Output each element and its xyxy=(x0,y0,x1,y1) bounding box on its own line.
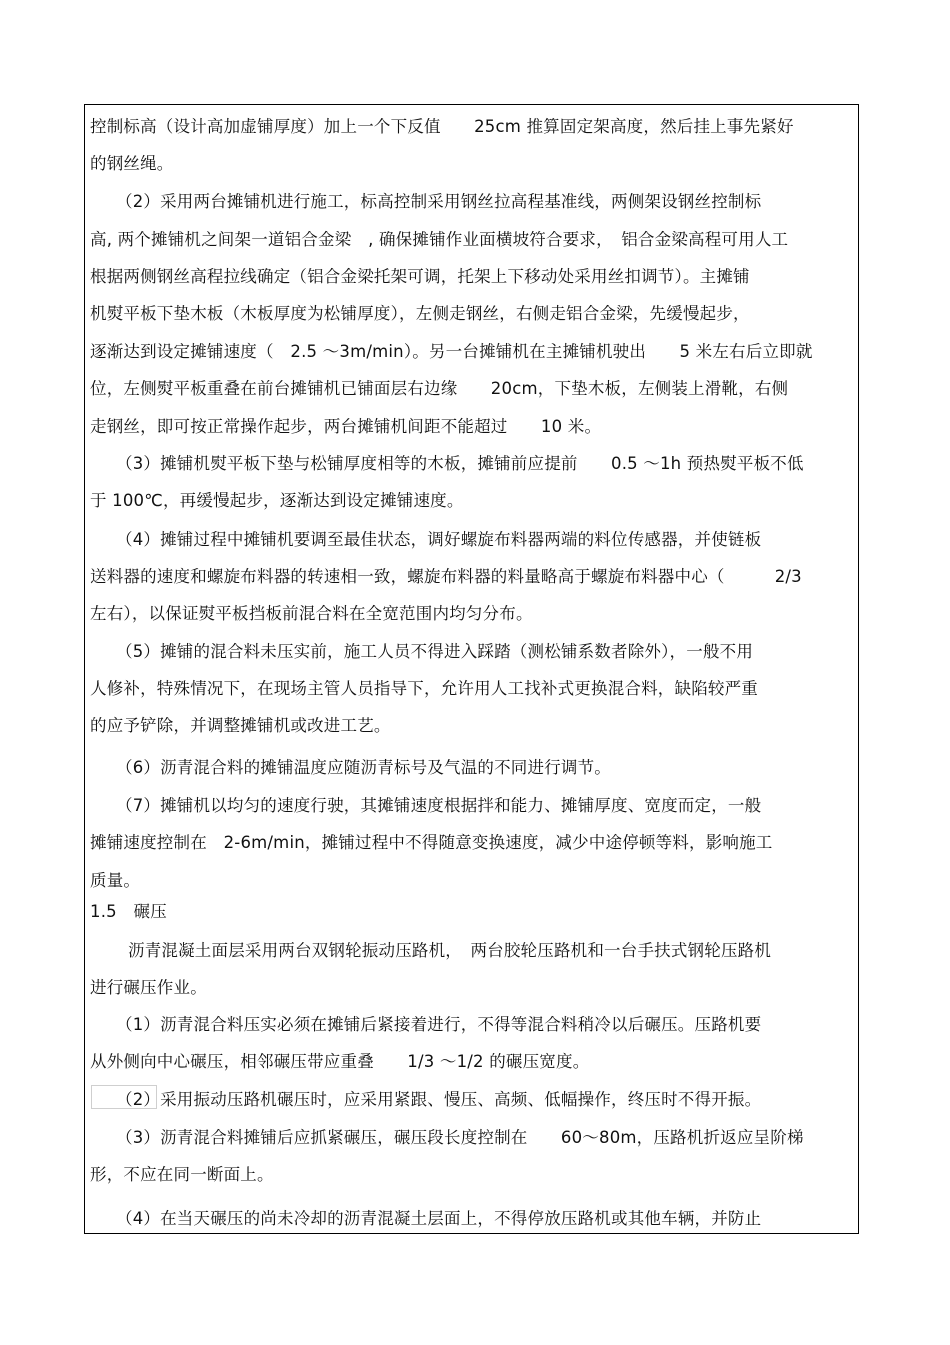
text-line: （3）沥青混合料摊铺后应抓紧碾压，碾压段长度控制在 60～80m，压路机折返应呈阶梯 xyxy=(116,1128,804,1147)
text-line: 位，左侧熨平板重叠在前台摊铺机已铺面层右边缘 20cm，下垫木板，左侧装上滑靴，右侧 xyxy=(90,379,789,398)
text-line: 逐渐达到设定摊铺速度（ 2.5 ～3m/min）。另一台摊铺机在主摊铺机驶出 5 米左右后立即就 xyxy=(90,342,813,361)
text-line: （3）摊铺机熨平板下垫与松铺厚度相等的木板，摊铺前应提前 0.5 ～1h 预热熨平板不低 xyxy=(116,454,804,473)
text-line: 摊铺速度控制在 2-6m/min，摊铺过程中不得随意变换速度，减少中途停顿等料，影响施工 xyxy=(90,833,773,852)
text-line: （4）在当天碾压的尚未冷却的沥青混凝土层面上，不得停放压路机或其他车辆，并防止 xyxy=(116,1209,762,1228)
text-line: 形，不应在同一断面上。 xyxy=(90,1165,274,1184)
text-line: 送料器的速度和螺旋布料器的转速相一致，螺旋布料器的料量略高于螺旋布料器中心（ 2/3 xyxy=(90,567,802,586)
text-line: （1）沥青混合料压实必须在摊铺后紧接着进行，不得等混合料稍冷以后碾压。压路机要 xyxy=(116,1015,762,1034)
text-line: 走钢丝，即可按正常操作起步，两台摊铺机间距不能超过 10 米。 xyxy=(90,417,602,436)
text-line: 左右），以保证熨平板挡板前混合料在全宽范围内均匀分布。 xyxy=(90,604,533,623)
text-line: （7）摊铺机以均匀的速度行驶，其摊铺速度根据拌和能力、摊铺厚度、宽度而定，一般 xyxy=(116,796,762,815)
text-line: 人修补，特殊情况下，在现场主管人员指导下，允许用人工找补式更换混合料，缺陷较严重 xyxy=(90,679,758,698)
text-line: 从外侧向中心碾压，相邻碾压带应重叠 1/3 ～1/2 的碾压宽度。 xyxy=(90,1052,590,1071)
text-line: 进行碾压作业。 xyxy=(90,978,207,997)
text-line: 的应予铲除，并调整摊铺机或改进工艺。 xyxy=(90,716,391,735)
text-line: （2）采用振动压路机碾压时，应采用紧跟、慢压、高频、低幅操作，终压时不得开振。 xyxy=(116,1090,762,1109)
text-line: 质量。 xyxy=(90,871,141,890)
section-heading: 1.5 碾压 xyxy=(90,902,167,921)
text-line: 于 100℃，再缓慢起步，逐渐达到设定摊铺速度。 xyxy=(90,491,464,510)
text-line: （2）采用两台摊铺机进行施工，标高控制采用钢丝拉高程基准线，两侧架设钢丝控制标 xyxy=(116,192,762,211)
text-line: 高, 两个摊铺机之间架一道铝合金梁 , 确保摊铺作业面横坡符合要求， 铝合金梁高程可用人工 xyxy=(90,230,789,249)
text-line: （6）沥青混合料的摊铺温度应随沥青标号及气温的不同进行调节。 xyxy=(116,758,611,777)
text-line: 的钢丝绳。 xyxy=(90,154,174,173)
text-line: （5）摊铺的混合料未压实前，施工人员不得进入踩踏（测松铺系数者除外），一般不用 xyxy=(116,642,754,661)
text-line: 根据两侧钢丝高程拉线确定（铝合金梁托架可调，托架上下移动处采用丝扣调节）。主摊铺 xyxy=(90,267,750,286)
text-line: 控制标高（设计高加虚铺厚度）加上一个下反值 25cm 推算固定架高度，然后挂上事先紧好 xyxy=(90,117,794,136)
text-line: 沥青混凝土面层采用两台双钢轮振动压路机， 两台胶轮压路机和一台手扶式钢轮压路机 xyxy=(128,941,772,960)
text-line: 机熨平板下垫木板（木板厚度为松铺厚度），左侧走钢丝，右侧走铝合金梁，先缓慢起步， xyxy=(90,304,750,323)
text-line: （4）摊铺过程中摊铺机要调至最佳状态，调好螺旋布料器两端的料位传感器，并使链板 xyxy=(116,530,762,549)
